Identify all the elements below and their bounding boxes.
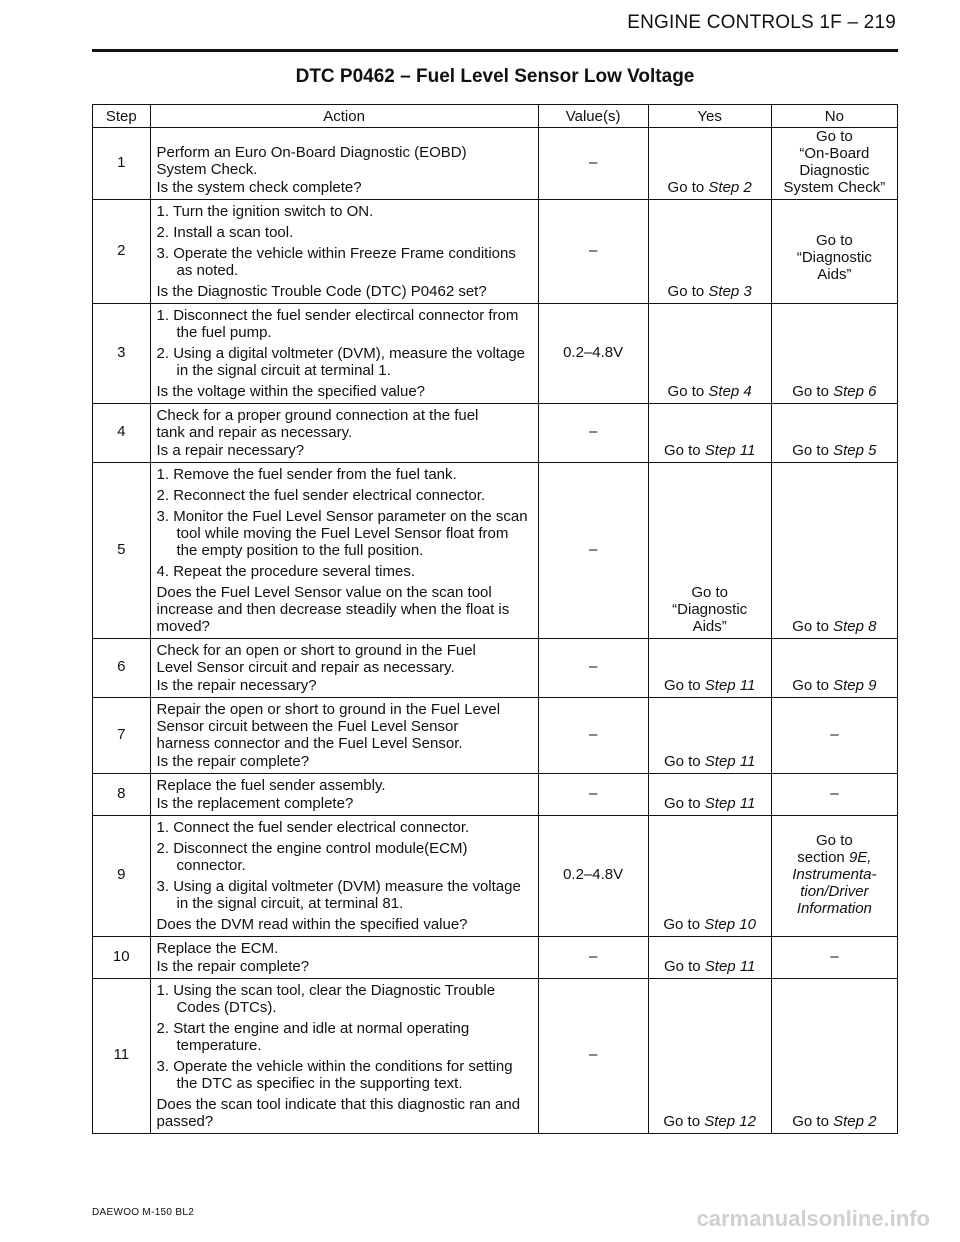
yes-cell: [648, 200, 771, 304]
no-cell-line: Diagnostic: [799, 162, 870, 179]
action-line: tank and repair as necessary.: [156, 424, 353, 441]
no-cell: [771, 979, 897, 1134]
no-cell-line: System Check”: [783, 179, 886, 196]
action-step-item: 2. Reconnect the fuel sender electrical connector.: [156, 487, 486, 504]
yes-cell-line: “Diagnostic: [672, 601, 748, 618]
no-cell-step-ref: Step 5: [833, 442, 877, 459]
action-step-item: 1. Connect the fuel sender electrical connector.: [156, 819, 470, 836]
yes-cell-text: Go to: [663, 958, 705, 975]
step-number: 10: [93, 937, 151, 979]
step-number: 5: [93, 463, 151, 639]
value-cell: –: [538, 128, 648, 200]
action-steps-list: [157, 307, 532, 379]
action-step-item: 2. Start the engine and idle at normal operating temperature.: [156, 1020, 470, 1054]
no-cell: [771, 128, 897, 200]
value-cell: –: [538, 639, 648, 698]
yes-cell-step-ref: Step 11: [704, 442, 756, 459]
action-line: Replace the ECM.: [156, 940, 279, 957]
table-row: [93, 463, 898, 639]
action-cell: [150, 937, 538, 979]
table-row: [93, 774, 898, 816]
header-rule: [92, 49, 898, 52]
yes-cell-line: Go to: [691, 584, 729, 601]
table-row: [93, 200, 898, 304]
action-step-item: 1. Disconnect the fuel sender electircal connector from the fuel pump.: [156, 307, 519, 341]
no-cell-step-ref: Step 2: [833, 1113, 877, 1130]
action-question: Is the replacement complete?: [156, 795, 354, 812]
yes-cell-step-ref: Step 11: [704, 677, 756, 694]
action-step-item: 3. Operate the vehicle within Freeze Frame conditions as noted.: [156, 245, 516, 279]
table-row: [93, 128, 898, 200]
table-row: [93, 304, 898, 404]
action-cell: [150, 200, 538, 304]
no-cell-line: Aids”: [817, 266, 852, 283]
no-cell-line: “Diagnostic: [796, 249, 872, 266]
action-line: Check for an open or short to ground in the Fuel: [156, 642, 476, 659]
page-title: DTC P0462 – Fuel Level Sensor Low Voltage: [295, 66, 695, 87]
yes-cell-step-ref: Step 4: [708, 383, 752, 400]
table-row: [93, 979, 898, 1134]
action-question: Is the system check complete?: [156, 179, 362, 196]
action-steps-list: [157, 982, 532, 1092]
no-cell-text: Go to: [792, 442, 834, 459]
no-cell-text: Go to: [792, 1113, 834, 1130]
value-cell: –: [538, 774, 648, 816]
table-row: [93, 816, 898, 937]
no-cell-text: Go to: [792, 677, 834, 694]
value-cell: –: [538, 463, 648, 639]
no-cell-line: –: [830, 784, 839, 802]
action-question: Is a repair necessary?: [156, 442, 305, 459]
yes-cell: [648, 698, 771, 774]
column-header-values: Value(s): [538, 105, 648, 128]
no-cell-line: Go to: [816, 832, 853, 849]
no-cell: [771, 304, 897, 404]
value-cell: –: [538, 404, 648, 463]
yes-cell: [648, 639, 771, 698]
yes-cell-step-ref: Step 3: [708, 283, 752, 300]
step-number: 8: [93, 774, 151, 816]
no-cell-step-ref: Step 6: [833, 383, 877, 400]
value-cell: 0.2–4.8V: [538, 304, 648, 404]
action-step-item: 2. Disconnect the engine control module(ECM) connector.: [156, 840, 468, 874]
action-step-item: 1. Remove the fuel sender from the fuel tank.: [156, 466, 457, 483]
yes-cell-text: Go to: [667, 283, 709, 300]
action-step-item: 3. Operate the vehicle within the conditions for setting the DTC as specifiec in the supporting text.: [156, 1058, 513, 1092]
yes-cell-text: Go to: [663, 916, 705, 933]
action-line: Perform an Euro On-Board Diagnostic (EOBD): [156, 144, 467, 161]
no-cell-step-ref: Step 8: [833, 618, 877, 635]
action-step-item: 1. Using the scan tool, clear the Diagnostic Trouble Codes (DTCs).: [156, 982, 496, 1016]
table-row: [93, 639, 898, 698]
step-number: 3: [93, 304, 151, 404]
yes-cell: [648, 816, 771, 937]
action-line: Check for a proper ground connection at the fuel: [156, 407, 479, 424]
no-cell: [771, 639, 897, 698]
value-cell: –: [538, 937, 648, 979]
action-step-item: 1. Turn the ignition switch to ON.: [156, 203, 374, 220]
action-question: Is the repair complete?: [156, 958, 310, 975]
yes-cell: [648, 774, 771, 816]
yes-cell-text: Go to: [663, 753, 705, 770]
column-header-action: Action: [150, 105, 538, 128]
yes-cell-step-ref: Step 12: [704, 1113, 756, 1130]
no-cell-line: –: [830, 947, 839, 965]
action-cell: [150, 979, 538, 1134]
yes-cell-step-ref: Step 10: [704, 916, 756, 933]
action-cell: [150, 304, 538, 404]
no-cell-line: “On-Board: [799, 145, 870, 162]
step-number: 4: [93, 404, 151, 463]
action-line: Sensor circuit between the Fuel Level Sensor: [156, 718, 459, 735]
watermark: carmanualsonline.info: [696, 1206, 930, 1231]
action-steps-list: [157, 819, 532, 912]
table-row: [93, 404, 898, 463]
value-cell: –: [538, 200, 648, 304]
action-steps-list: [157, 466, 532, 580]
yes-cell: [648, 404, 771, 463]
action-question: Is the Diagnostic Trouble Code (DTC) P0462 set?: [156, 283, 487, 300]
step-number: 11: [93, 979, 151, 1134]
action-question: Does the scan tool indicate that this diagnostic ran and passed?: [156, 1096, 521, 1130]
action-cell: [150, 404, 538, 463]
action-step-item: 4. Repeat the procedure several times.: [156, 563, 415, 580]
yes-cell: [648, 128, 771, 200]
action-cell: [150, 698, 538, 774]
diagnostic-table: [92, 104, 898, 1134]
action-cell: [150, 128, 538, 200]
yes-cell-text: Go to: [663, 1113, 705, 1130]
yes-cell-text: Go to: [663, 677, 705, 694]
no-cell-ref: Instrumenta-: [792, 866, 877, 883]
yes-cell-line: Aids”: [692, 618, 727, 635]
action-cell: [150, 816, 538, 937]
no-cell-text: Go to: [792, 618, 834, 635]
no-cell: [771, 937, 897, 979]
table-row: [93, 937, 898, 979]
yes-cell-step-ref: Step 11: [704, 958, 756, 975]
page-header: ENGINE CONTROLS 1F – 219: [627, 12, 896, 33]
table-body: [93, 128, 898, 1134]
step-number: 7: [93, 698, 151, 774]
no-cell-ref: Information: [796, 900, 872, 917]
no-cell-line: Go to: [816, 232, 853, 249]
column-header-yes: Yes: [648, 105, 771, 128]
action-steps-list: [157, 203, 532, 279]
step-number: 6: [93, 639, 151, 698]
no-cell: [771, 774, 897, 816]
action-question: Is the repair necessary?: [156, 677, 317, 694]
no-cell: [771, 463, 897, 639]
yes-cell: [648, 979, 771, 1134]
column-header-step: Step: [93, 105, 151, 128]
action-line: Repair the open or short to ground in the Fuel Level: [156, 701, 501, 718]
yes-cell-text: Go to: [663, 795, 705, 812]
footer-model-code: DAEWOO M-150 BL2: [92, 1207, 195, 1218]
action-step-item: 2. Install a scan tool.: [156, 224, 294, 241]
no-cell: [771, 816, 897, 937]
yes-cell-text: Go to: [667, 179, 709, 196]
value-cell: –: [538, 979, 648, 1134]
action-cell: [150, 463, 538, 639]
action-line: harness connector and the Fuel Level Sensor.: [156, 735, 463, 752]
no-cell-step-ref: Step 9: [833, 677, 877, 694]
action-question: Is the repair complete?: [156, 753, 310, 770]
table-header-row: [93, 105, 898, 128]
yes-cell-step-ref: Step 2: [708, 179, 752, 196]
no-cell-ref: tion/Driver: [800, 883, 869, 900]
action-line: System Check.: [156, 161, 258, 178]
step-number: 2: [93, 200, 151, 304]
action-cell: [150, 639, 538, 698]
action-step-item: 3. Monitor the Fuel Level Sensor parameter on the scan tool while moving the Fuel Level Sensor float from the empty position to the full position.: [156, 508, 528, 559]
step-number: 9: [93, 816, 151, 937]
value-cell: 0.2–4.8V: [538, 816, 648, 937]
action-step-item: 3. Using a digital voltmeter (DVM) measure the voltage in the signal circuit, at terminal 81.: [156, 878, 521, 912]
step-number: 1: [93, 128, 151, 200]
no-cell-line: [772, 849, 897, 866]
no-cell: [771, 404, 897, 463]
action-step-item: 2. Using a digital voltmeter (DVM), measure the voltage in the signal circuit at terminal 1.: [156, 345, 526, 379]
action-question: Does the Fuel Level Sensor value on the scan tool increase and then decrease steadily when the float is moved?: [156, 584, 510, 635]
action-question: Is the voltage within the specified value?: [156, 383, 426, 400]
no-cell-ref: 9E,: [848, 849, 872, 866]
action-question: Does the DVM read within the specified value?: [156, 916, 468, 933]
yes-cell-step-ref: Step 11: [704, 795, 756, 812]
no-cell-text: Go to: [792, 383, 834, 400]
yes-cell: [648, 937, 771, 979]
value-cell: –: [538, 698, 648, 774]
no-cell-line: –: [830, 725, 839, 743]
no-cell-line: Go to: [816, 128, 853, 145]
yes-cell-step-ref: Step 11: [704, 753, 756, 770]
action-line: Level Sensor circuit and repair as necessary.: [156, 659, 455, 676]
action-line: Replace the fuel sender assembly.: [156, 777, 386, 794]
no-cell: [771, 200, 897, 304]
action-cell: [150, 774, 538, 816]
column-header-no: No: [771, 105, 897, 128]
yes-cell-text: Go to: [663, 442, 705, 459]
no-cell: [771, 698, 897, 774]
yes-cell: [648, 304, 771, 404]
yes-cell: [648, 463, 771, 639]
no-cell-text: section: [797, 849, 849, 866]
yes-cell-text: Go to: [667, 383, 709, 400]
table-row: [93, 698, 898, 774]
